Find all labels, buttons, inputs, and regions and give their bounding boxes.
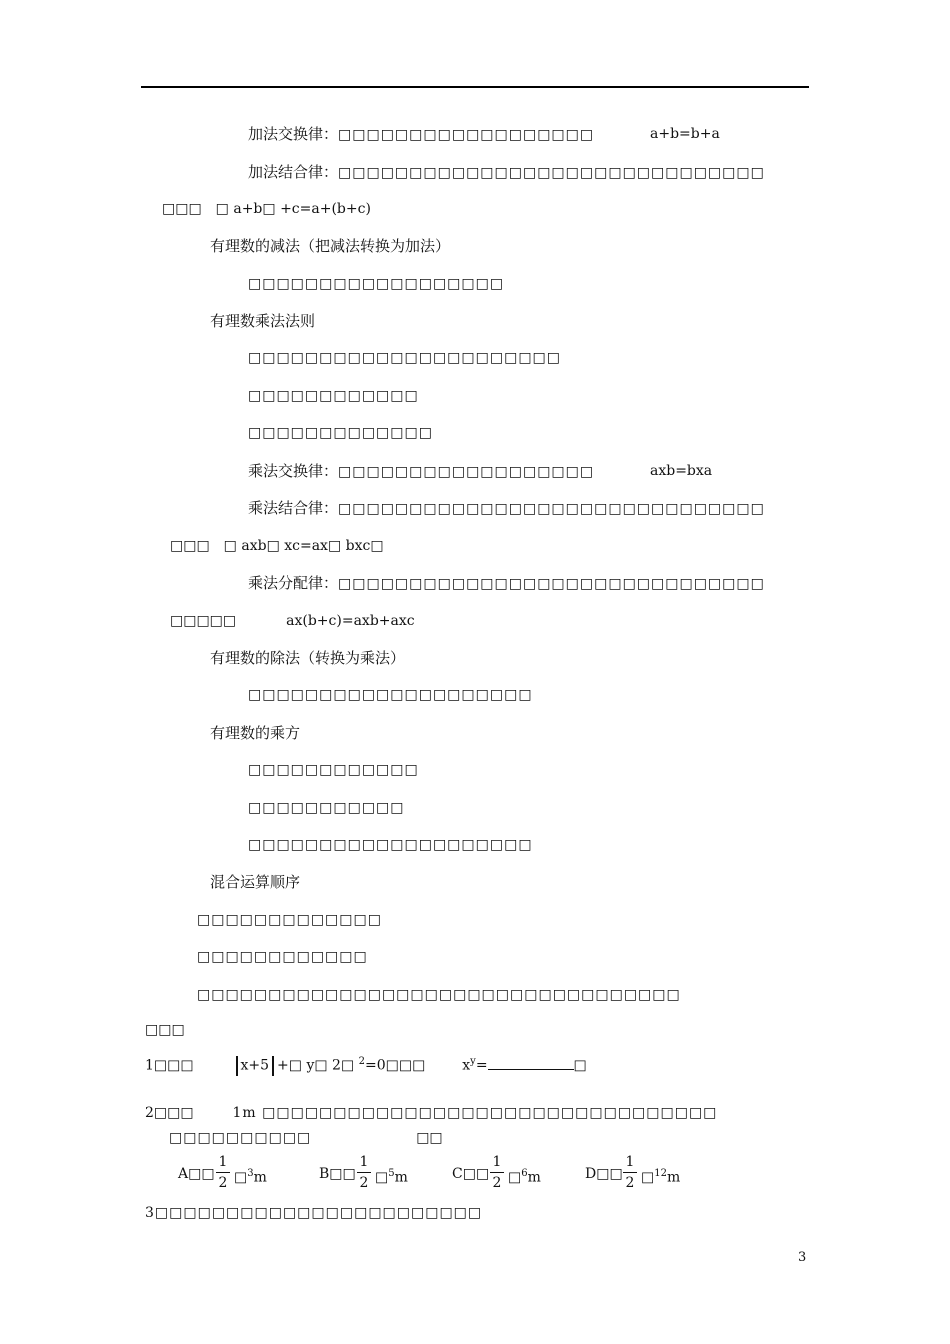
q1-ask-eq: = [475,1057,488,1074]
q2-number: 2□□□ [145,1105,194,1121]
mul-associative-label: 乘法结合律： [248,499,339,517]
distributive-formula: ax(b+c)=axb+axc [286,613,415,629]
option-d-label: D□□ [585,1166,623,1182]
option-c-exponent: 6 [521,1168,528,1179]
mul-associative-text: □□□□□□□□□□□□□□□□□□□□□□□□□□□□□□ [338,501,765,517]
mixed-heading: 混合运算顺序 [210,873,301,891]
q1-mid: +□ y□ 2□ [277,1057,355,1074]
distributive-formula-prefix: □□□□□ [170,613,237,629]
distributive-line [248,574,765,593]
option-b-exponent: 5 [388,1168,395,1179]
q2-line2: □□□□□□□□□□ [169,1130,312,1146]
multiply-rule-3: □□□□□□□□□□□□□ [248,425,433,441]
fraction-denominator: 2 [625,1175,635,1191]
subtraction-text: □□□□□□□□□□□□□□□□□□ [248,276,505,292]
abs-bar-right [272,1056,274,1076]
add-associative-line [248,163,765,182]
q1-ask: x [462,1057,471,1074]
subtraction-heading: 有理数的减法（把减法转换为加法） [210,237,451,255]
option-d-exponent: 12 [654,1168,667,1179]
distributive-formula-line [170,612,415,630]
power-rule-1: □□□□□□□□□□□□ [248,762,419,778]
mul-commutative-formula: axb=bxa [650,463,713,479]
option-d-tail [641,1165,680,1187]
option-a-label: A□□ [178,1166,215,1182]
option-a-unit: m [253,1169,267,1186]
q1-abs: x+5 [240,1057,270,1074]
mixed-rule-3: □□□□□□□□□□□□□□□□□□□□□□□□□□□□□□□□□□ [197,987,681,1003]
division-text: □□□□□□□□□□□□□□□□□□□□ [248,687,533,703]
q2-paren: □□ [416,1130,443,1146]
power-rule-2: □□□□□□□□□□□ [248,800,405,816]
power-heading: 有理数的乘方 [210,724,301,742]
question-3: 3□□□□□□□□□□□□□□□□□□□□□□□ [145,1205,483,1221]
fraction-denominator: 2 [359,1175,369,1191]
q1-sup: 2 [358,1056,366,1067]
mixed-rule-1: □□□□□□□□□□□□□ [197,912,382,928]
distributive-text: □□□□□□□□□□□□□□□□□□□□□□□□□□□□□□ [338,576,765,592]
answer-blank [488,1055,574,1070]
option-d-unit: m [666,1169,681,1186]
fraction-numerator: 1 [625,1154,635,1170]
option-a-tail [234,1165,267,1187]
exercises-heading: □□□ [145,1022,185,1038]
option-b-unit: m [394,1169,408,1186]
add-commutative-label: 加法交换律： [248,125,339,143]
q1-end: =0□□□ [365,1057,426,1074]
multiply-rule-2: □□□□□□□□□□□□ [248,388,419,404]
option-b-fraction [357,1154,371,1191]
option-c-tail [508,1165,541,1187]
page-number: 3 [798,1250,807,1265]
add-associative-label: 加法结合律： [248,163,339,181]
multiply-rule-1: □□□□□□□□□□□□□□□□□□□□□□ [248,350,562,366]
add-commutative-formula: a+b=b+a [650,126,720,142]
division-heading: 有理数的除法（转换为乘法） [210,649,406,667]
option-c-box: □ [508,1169,522,1186]
option-b-box: □ [375,1169,389,1186]
fraction-denominator: 2 [492,1175,502,1191]
fraction-denominator: 2 [218,1175,228,1191]
question-2 [145,1104,717,1122]
power-rule-3: □□□□□□□□□□□□□□□□□□□□ [248,837,533,853]
option-b-tail [375,1165,408,1187]
option-c-label: C□□ [452,1166,490,1182]
add-associative-text: □□□□□□□□□□□□□□□□□□□□□□□□□□□□□□ [338,165,765,181]
question-1 [145,1053,587,1076]
option-a-exponent: 3 [247,1168,254,1179]
fraction-numerator: 1 [492,1154,502,1170]
add-commutative-text: □□□□□□□□□□□□□□□□□□ [338,127,595,143]
option-a-box: □ [234,1169,248,1186]
option-d-fraction [623,1154,637,1191]
multiply-heading: 有理数乘法法则 [210,312,316,330]
mul-associative-line [248,499,765,518]
question-2-line2 [169,1129,443,1147]
option-b-label: B□□ [319,1166,356,1182]
option-a-fraction [216,1154,230,1191]
header-rule [141,86,809,88]
mul-associative-formula: □□□ □ axb□ xc=ax□ bxc□ [170,538,384,554]
mixed-rule-2: □□□□□□□□□□□□ [197,949,368,965]
mul-commutative-text: □□□□□□□□□□□□□□□□□□ [338,464,595,480]
mul-commutative-line [248,462,594,481]
abs-bar-left [236,1056,238,1076]
q2-text: 1m □□□□□□□□□□□□□□□□□□□□□□□□□□□□□□□□ [232,1105,718,1121]
q1-number: 1□□□ [145,1057,194,1074]
option-d-box: □ [641,1169,655,1186]
option-c-fraction [490,1154,504,1191]
add-associative-formula: □□□ □ a+b□ +c=a+(b+c) [162,201,371,217]
mul-commutative-label: 乘法交换律： [248,462,339,480]
option-c-unit: m [527,1169,541,1186]
distributive-label: 乘法分配律： [248,574,339,592]
q1-close: □ [573,1057,587,1074]
q1-ask-sup: y [470,1056,476,1067]
fraction-numerator: 1 [359,1154,369,1170]
fraction-numerator: 1 [218,1154,228,1170]
add-commutative-line [248,125,594,144]
